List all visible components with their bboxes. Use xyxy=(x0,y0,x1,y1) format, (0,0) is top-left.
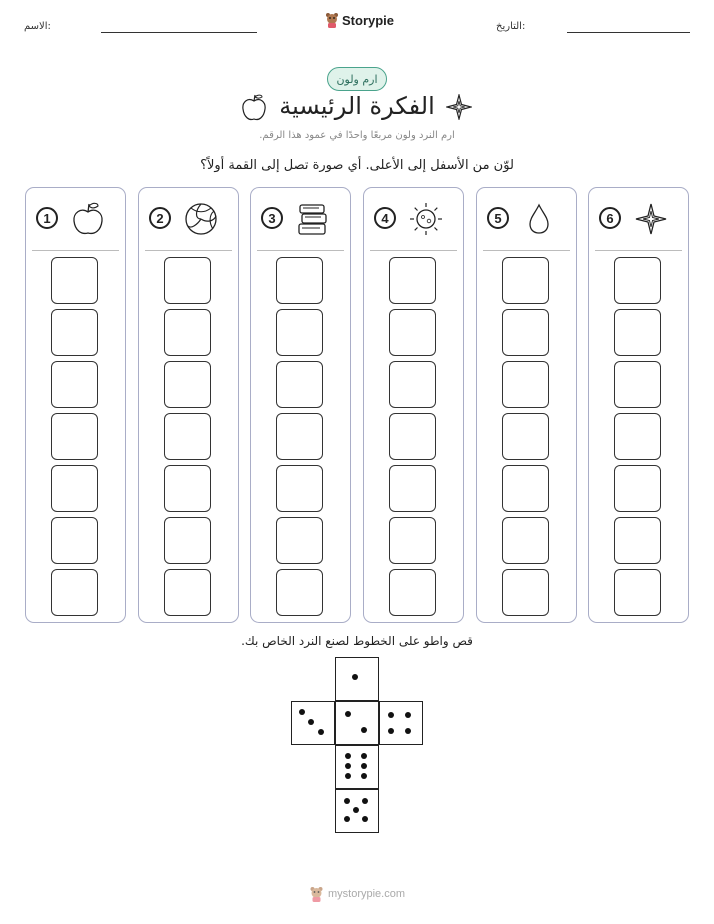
die-pip xyxy=(405,712,411,718)
color-cell[interactable] xyxy=(614,309,661,356)
die-pip xyxy=(361,753,367,759)
footer xyxy=(309,886,405,902)
die-pip xyxy=(405,728,411,734)
race-column-3 xyxy=(250,187,351,623)
color-cell[interactable] xyxy=(502,465,549,512)
die-pip xyxy=(345,763,351,769)
bear-mascot-icon xyxy=(325,12,339,28)
color-cell[interactable] xyxy=(51,517,98,564)
page-subtitle: ارم النرد ولون مربعًا واحدًا في عمود هذا الرقم. xyxy=(259,130,455,141)
brand-name: Storypie xyxy=(342,12,395,28)
color-cell[interactable] xyxy=(389,309,436,356)
color-cell[interactable] xyxy=(276,257,323,304)
die-face-six[interactable] xyxy=(335,745,379,789)
die-pip xyxy=(318,729,324,735)
die-pip xyxy=(361,773,367,779)
die-pip xyxy=(352,674,358,680)
color-cell[interactable] xyxy=(389,361,436,408)
date-label: التاريخ: xyxy=(496,21,526,32)
die-pip xyxy=(353,807,359,813)
page-title: الفكرة الرئيسية xyxy=(279,92,435,120)
color-cell[interactable] xyxy=(164,465,211,512)
column-divider xyxy=(32,250,119,251)
die-face-two[interactable] xyxy=(335,701,379,745)
color-cell[interactable] xyxy=(276,413,323,460)
color-cell[interactable] xyxy=(389,465,436,512)
die-pip xyxy=(361,727,367,733)
color-cell[interactable] xyxy=(502,413,549,460)
color-cell[interactable] xyxy=(276,309,323,356)
race-column-4 xyxy=(363,187,464,623)
race-column-2 xyxy=(138,187,239,623)
sparkle-star-icon xyxy=(446,94,472,120)
die-face-four[interactable] xyxy=(379,701,423,745)
color-cell[interactable] xyxy=(51,465,98,512)
color-cell[interactable] xyxy=(51,257,98,304)
date-line[interactable] xyxy=(567,32,690,33)
color-cell[interactable] xyxy=(276,361,323,408)
color-cell[interactable] xyxy=(276,517,323,564)
cut-instruction: قص واطو على الخطوط لصنع النرد الخاص بك. xyxy=(241,634,473,648)
color-cell[interactable] xyxy=(164,413,211,460)
footer-url[interactable]: mystorypie.com xyxy=(328,888,406,900)
color-cell[interactable] xyxy=(276,465,323,512)
color-cell[interactable] xyxy=(389,517,436,564)
color-cell[interactable] xyxy=(614,413,661,460)
color-cell[interactable] xyxy=(389,257,436,304)
color-cell[interactable] xyxy=(502,309,549,356)
apple-icon xyxy=(70,201,106,237)
column-number: 1 xyxy=(36,207,58,229)
color-cell[interactable] xyxy=(51,569,98,616)
column-divider xyxy=(370,250,457,251)
column-number: 4 xyxy=(374,207,396,229)
color-cell[interactable] xyxy=(614,257,661,304)
color-cell[interactable] xyxy=(164,361,211,408)
die-pip xyxy=(362,798,368,804)
volleyball-icon xyxy=(183,201,219,237)
color-cell[interactable] xyxy=(502,517,549,564)
color-cell[interactable] xyxy=(164,257,211,304)
die-pip xyxy=(362,816,368,822)
color-cell[interactable] xyxy=(276,569,323,616)
die-face-three[interactable] xyxy=(291,701,335,745)
color-cell[interactable] xyxy=(614,517,661,564)
race-column-6 xyxy=(588,187,689,623)
race-column-1 xyxy=(25,187,126,623)
stack-of-books-icon xyxy=(295,201,331,237)
die-face-five[interactable] xyxy=(335,789,379,833)
column-number: 5 xyxy=(487,207,509,229)
sparkle-star-icon xyxy=(633,201,669,237)
color-cell[interactable] xyxy=(614,465,661,512)
die-pip xyxy=(361,763,367,769)
color-cell[interactable] xyxy=(502,569,549,616)
die-pip xyxy=(345,753,351,759)
color-cell[interactable] xyxy=(502,361,549,408)
name-label: الاسم: xyxy=(24,21,51,32)
die-pip xyxy=(299,709,305,715)
coloring-instruction: لوّن من الأسفل إلى الأعلى. أي صورة تصل إلى القمة أولاً؟ xyxy=(200,158,514,173)
color-cell[interactable] xyxy=(502,257,549,304)
color-cell[interactable] xyxy=(389,413,436,460)
die-pip xyxy=(345,711,351,717)
column-number: 3 xyxy=(261,207,283,229)
brand-logo xyxy=(325,12,394,28)
die-pip xyxy=(344,798,350,804)
die-pip xyxy=(388,728,394,734)
water-drop-icon xyxy=(521,201,557,237)
color-cell[interactable] xyxy=(51,309,98,356)
die-pip xyxy=(388,712,394,718)
column-divider xyxy=(483,250,570,251)
sun-icon xyxy=(408,201,444,237)
race-column-5 xyxy=(476,187,577,623)
column-divider xyxy=(595,250,682,251)
color-cell[interactable] xyxy=(614,361,661,408)
color-cell[interactable] xyxy=(164,309,211,356)
color-cell[interactable] xyxy=(614,569,661,616)
die-pip xyxy=(344,816,350,822)
bear-mascot-icon xyxy=(309,886,324,902)
column-number: 6 xyxy=(599,207,621,229)
die-face-one[interactable] xyxy=(335,657,379,701)
color-cell[interactable] xyxy=(389,569,436,616)
name-line[interactable] xyxy=(101,32,257,33)
color-cell[interactable] xyxy=(164,517,211,564)
column-divider xyxy=(257,250,344,251)
column-divider xyxy=(145,250,232,251)
column-number: 2 xyxy=(149,207,171,229)
die-pip xyxy=(345,773,351,779)
activity-badge: ارم ولون xyxy=(327,67,387,91)
color-cell[interactable] xyxy=(51,413,98,460)
color-cell[interactable] xyxy=(164,569,211,616)
die-pip xyxy=(308,719,314,725)
color-cell[interactable] xyxy=(51,361,98,408)
